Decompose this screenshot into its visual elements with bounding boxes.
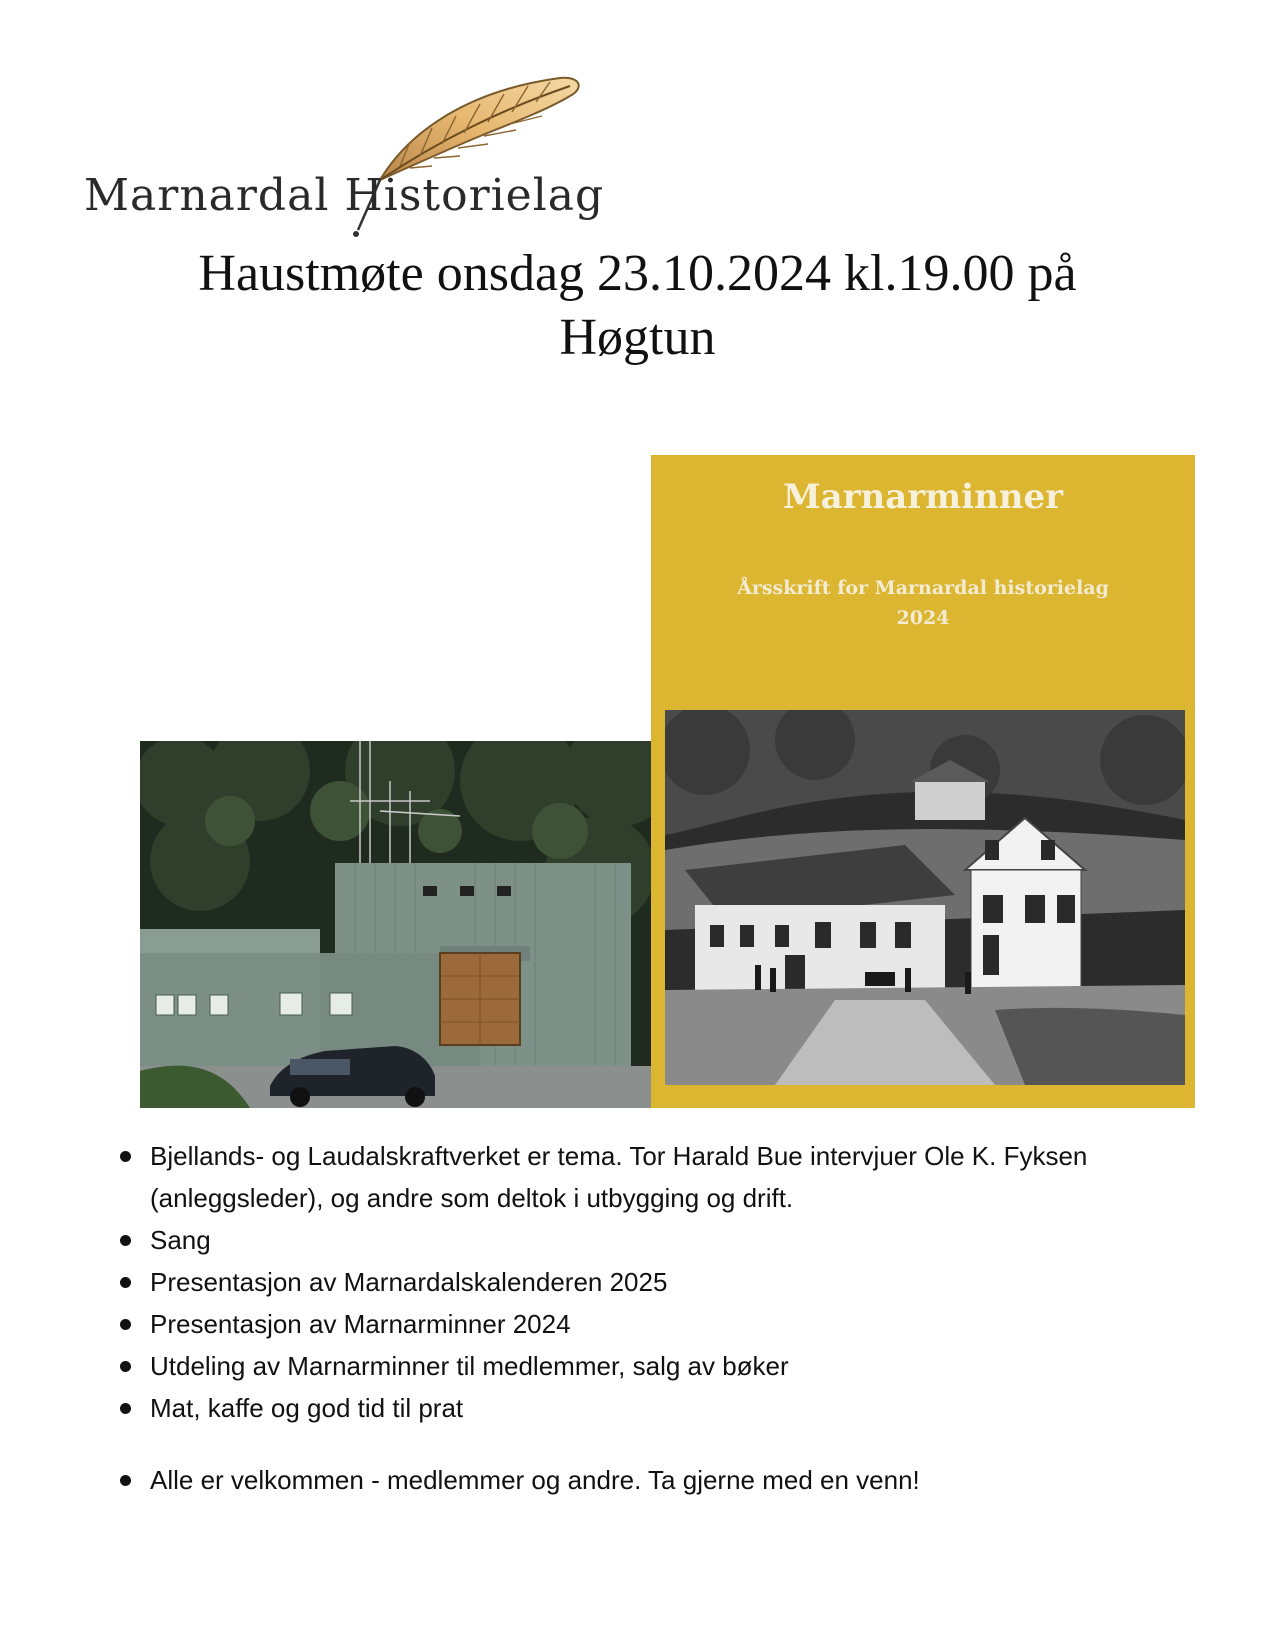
agenda-item: Sang xyxy=(120,1219,1180,1261)
book-subtitle: Årsskrift for Marnardal historielag xyxy=(737,577,1109,599)
agenda-item: Alle er velkommen - medlemmer og andre. Ta gjerne med en venn! xyxy=(120,1459,1180,1501)
book-year: 2024 xyxy=(896,607,950,629)
agenda-item: Mat, kaffe og god tid til prat xyxy=(120,1387,1180,1429)
power-plant-photo xyxy=(140,741,651,1108)
agenda-item: Bjellands- og Laudalskraftverket er tema. Tor Harald Bue intervjuer Ole K. Fyksen (anleggsleder), og andre som deltok i utbygging og drift. xyxy=(120,1135,1180,1219)
agenda-list xyxy=(120,1135,1180,1501)
page-title xyxy=(60,242,1215,370)
book-title: Marnarminner xyxy=(782,477,1064,517)
title-line-1: Haustmøte onsdag 23.10.2024 kl.19.00 på xyxy=(198,245,1077,302)
historielag-logo xyxy=(80,70,640,240)
historic-houses-photo xyxy=(665,710,1185,1085)
logo-text: Marnardal Historielag xyxy=(84,170,605,221)
book-subtitle-block xyxy=(651,573,1195,633)
marnarminner-book-cover xyxy=(651,455,1195,1108)
agenda-item: Presentasjon av Marnardalskalenderen 2025 xyxy=(120,1261,1180,1303)
agenda-item: Utdeling av Marnarminner til medlemmer, salg av bøker xyxy=(120,1345,1180,1387)
agenda-item: Presentasjon av Marnarminner 2024 xyxy=(120,1303,1180,1345)
title-line-2: Høgtun xyxy=(559,309,716,366)
